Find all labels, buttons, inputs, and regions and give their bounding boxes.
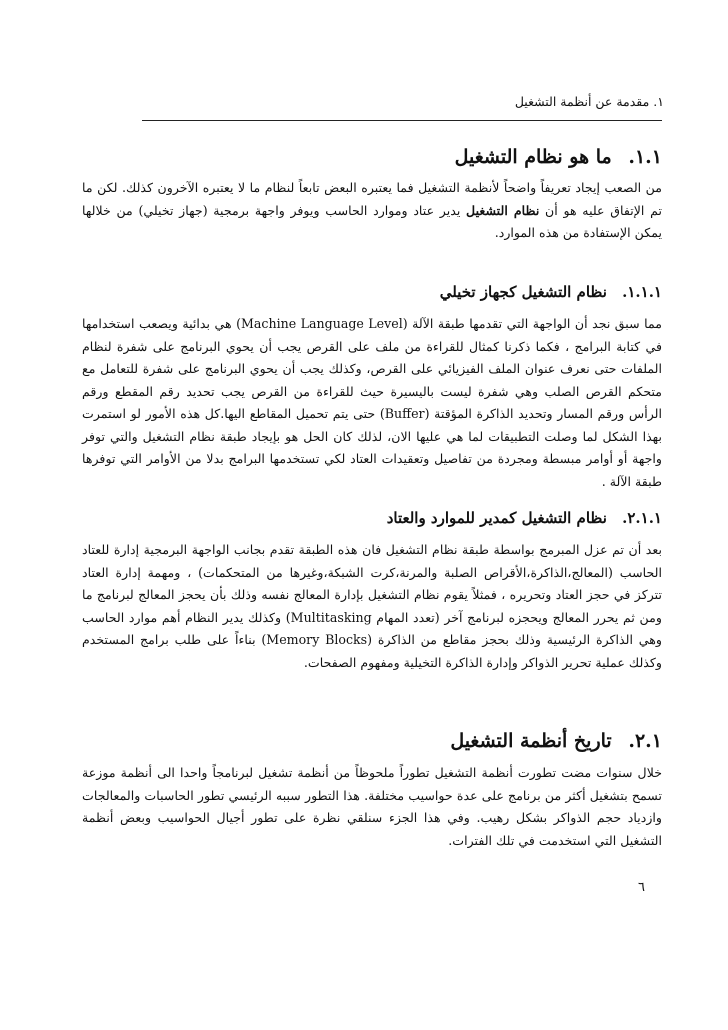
paragraph-os-history: خلال سنوات مضت تطورت أنظمة التشغيل تطوراً ملحوظاً من أنظمة تشغيل لبرنامجاً واحدا الى أنظمة موزعة تسمح بتشغيل أكثر من برنامج على عدة حواسيب مختلفة. هذا التطور سببه الرئيسي تطور الحاسبات والمعالجات وازدياد حجم الذواكر بشكل رهيب. وفي هذا الجزء سنلقي نظرة على تطور أجيال الحواسيب وبعض أنظمة التشغيل التي استخدمت في تلك الفترات. xyxy=(82,765,662,848)
subsection-title: نظام التشغيل كمدير للموارد والعتاد xyxy=(386,509,607,527)
section-number: ٢.١. xyxy=(628,730,662,752)
bold-term-operating-system: نظام التشغيل xyxy=(466,202,540,218)
running-header: ١. مقدمة عن أنظمة التشغيل xyxy=(514,94,664,109)
section-heading-what-is-os xyxy=(455,146,662,168)
section-heading-os-history xyxy=(450,730,662,752)
paragraph-text-start: من الصعب إيجاد تعريفاً واضحاً لأنظمة التشغيل فما يعتبره البعض تابعاً لنظام ما لا يعتبره الآخرون كذلك. لكن ما تم الإتفاق عليه هو أن xyxy=(82,180,662,218)
paragraph-text-end: يدير عتاد وموارد الحاسب ويوفر واجهة برمجية (جهاز تخيلي) من خلالها يمكن الإستفادة من هذه الموارد. xyxy=(82,202,662,240)
subsection-number: ١.١.١. xyxy=(622,283,662,301)
page-number: ٦ xyxy=(638,880,645,895)
paragraph-virtual-machine: مما سبق نجد أن الواجهة التي تقدمها طبقة الآلة (Machine Language Level) هي بدائية ويصعب استخدامها في كتابة البرامج ، فكما ذكرنا كمثال للقراءة من ملف على القرص يجب أن يحوي البرنامج على شفرة لنظام الملفات حتى نعرف عنوان الملف الفيزيائي على القرص، وكذلك يجب أن يحوي البرنامج على شفرة للتعامل مع متحكم القرص الصلب وهي شفرة ليست باليسيرة حيث للقراءة من القرص يجب تحديد رقم المقطع ورقم الرأس ورقم المسار وتحديد الذاكرة المؤقتة (Buffer) حتى يتم تحميل المقاطع اليها.كل هذه الأمور لو استمرت بهذا الشكل لما وصلت التطبيقات لما هي عليها الان، لذلك كان الحل هو بإيجاد طبقة نظام التشغيل والتي توفر واجهة أو أوامر مبسطة ومجردة من تفاصيل وتعقيدات العتاد لكي تستخدمها البرامج بدلا من الأوامر التي توفرها طبقة الآلة . xyxy=(82,316,662,489)
header-rule xyxy=(142,120,662,121)
subsection-heading-virtual-machine xyxy=(440,283,662,301)
subsection-title: نظام التشغيل كجهاز تخيلي xyxy=(439,283,607,301)
section-title: ما هو نظام التشغيل xyxy=(454,146,612,168)
subsection-number: ٢.١.١. xyxy=(622,509,662,527)
section-title: تاريخ أنظمة التشغيل xyxy=(450,730,612,752)
paragraph-what-is-os xyxy=(82,177,662,245)
subsection-heading-resource-manager xyxy=(387,509,662,527)
paragraph-resource-manager: بعد أن تم عزل المبرمج بواسطة طبقة نظام التشغيل فان هذه الطبقة تقدم بجانب الواجهة البرمجية إدارة للعتاد الحاسب (المعالج،الذاكرة،الأقراص الصلبة والمرنة،كرت الشبكة،وغيرها من المتحكمات) ، ومهمة إدارة العتاد تتركز في حجز العتاد وتحريره ، فمثلاً يقوم نظام التشغيل بإدارة المعالج نفسه وذلك بأن يحجز المعالج لبرنامج ما ومن ثم يحرر المعالج ويحجزه لبرنامج آخر (تعدد المهام Multitasking) وكذلك يدير النظام أهم موارد الحاسب وهي الذاكرة الرئيسية وذلك بحجز مقاطع من الذاكرة (Memory Blocks) بناءاً على طلب برامج المستخدم وكذلك عملية تحرير الذواكر وإدارة الذاكرة التخيلية ومفهوم الصفحات. xyxy=(82,542,662,670)
section-number: ١.١. xyxy=(628,146,662,168)
